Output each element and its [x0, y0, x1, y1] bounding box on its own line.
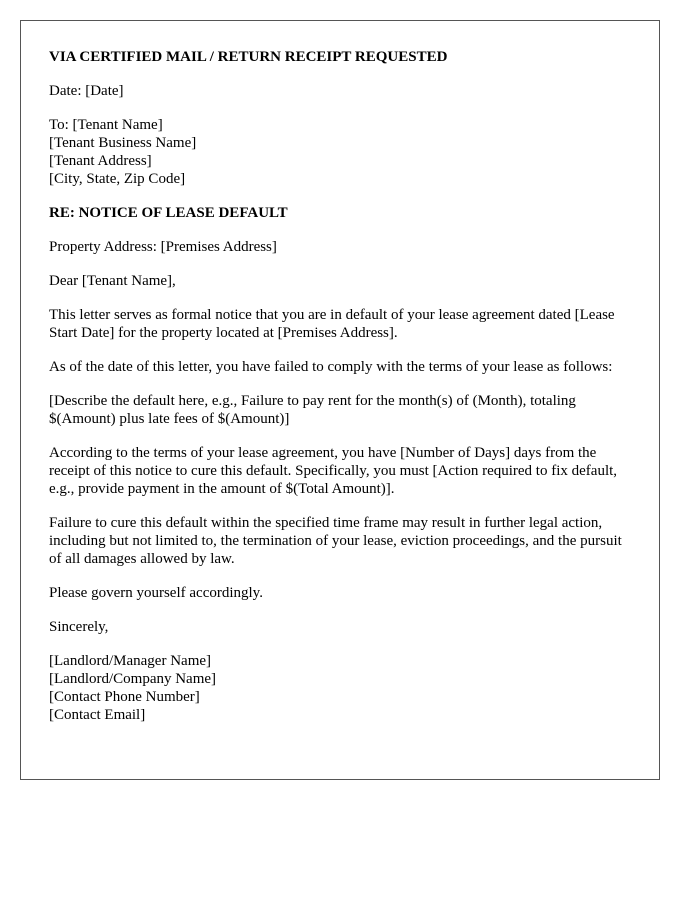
recipient-name: To: [Tenant Name]: [49, 117, 163, 133]
property-address-line: Property Address: [Premises Address]: [49, 239, 277, 255]
recipient-address: [Tenant Address]: [49, 153, 152, 169]
salutation: Dear [Tenant Name],: [49, 273, 176, 289]
recipient-city-state-zip: [City, State, Zip Code]: [49, 171, 186, 187]
recipient-business: [Tenant Business Name]: [49, 135, 197, 151]
signer-name: [Landlord/Manager Name]: [49, 653, 212, 669]
body-paragraph-consequences: Failure to cure this default within the specified time frame may result in further legal action, including but not limited to, the termination of your lease, eviction proceedings, and the pursuit of all damages allowed by law.: [49, 515, 622, 567]
body-paragraph-notice: This letter serves as formal notice that you are in default of your lease agreement dated [Lease Start Date] for the property located at [Premises Address].: [49, 307, 615, 341]
closing: Sincerely,: [49, 619, 109, 635]
signer-email: [Contact Email]: [49, 707, 146, 723]
letter-page: [20, 20, 660, 780]
signer-company: [Landlord/Company Name]: [49, 671, 217, 687]
body-paragraph-cure-terms: According to the terms of your lease agreement, you have [Number of Days] days from the receipt of this notice to cure this default. Specifically, you must [Action required to fix default, e.g., provide payment in the amount of $(Total Amount)].: [49, 445, 618, 497]
body-paragraph-failure: As of the date of this letter, you have failed to comply with the terms of your lease as follows:: [49, 359, 613, 375]
delivery-method-heading: VIA CERTIFIED MAIL / RETURN RECEIPT REQUESTED: [49, 49, 448, 65]
signer-phone: [Contact Phone Number]: [49, 689, 200, 705]
recipient-block: [49, 116, 631, 188]
signature-block: [49, 652, 631, 724]
body-paragraph-govern: Please govern yourself accordingly.: [49, 585, 263, 601]
date-line: Date: [Date]: [49, 83, 124, 99]
subject-line: RE: NOTICE OF LEASE DEFAULT: [49, 205, 288, 221]
body-paragraph-default-description: [Describe the default here, e.g., Failure to pay rent for the month(s) of (Month), totaling $(Amount) plus late fees of $(Amount)]: [49, 393, 576, 427]
